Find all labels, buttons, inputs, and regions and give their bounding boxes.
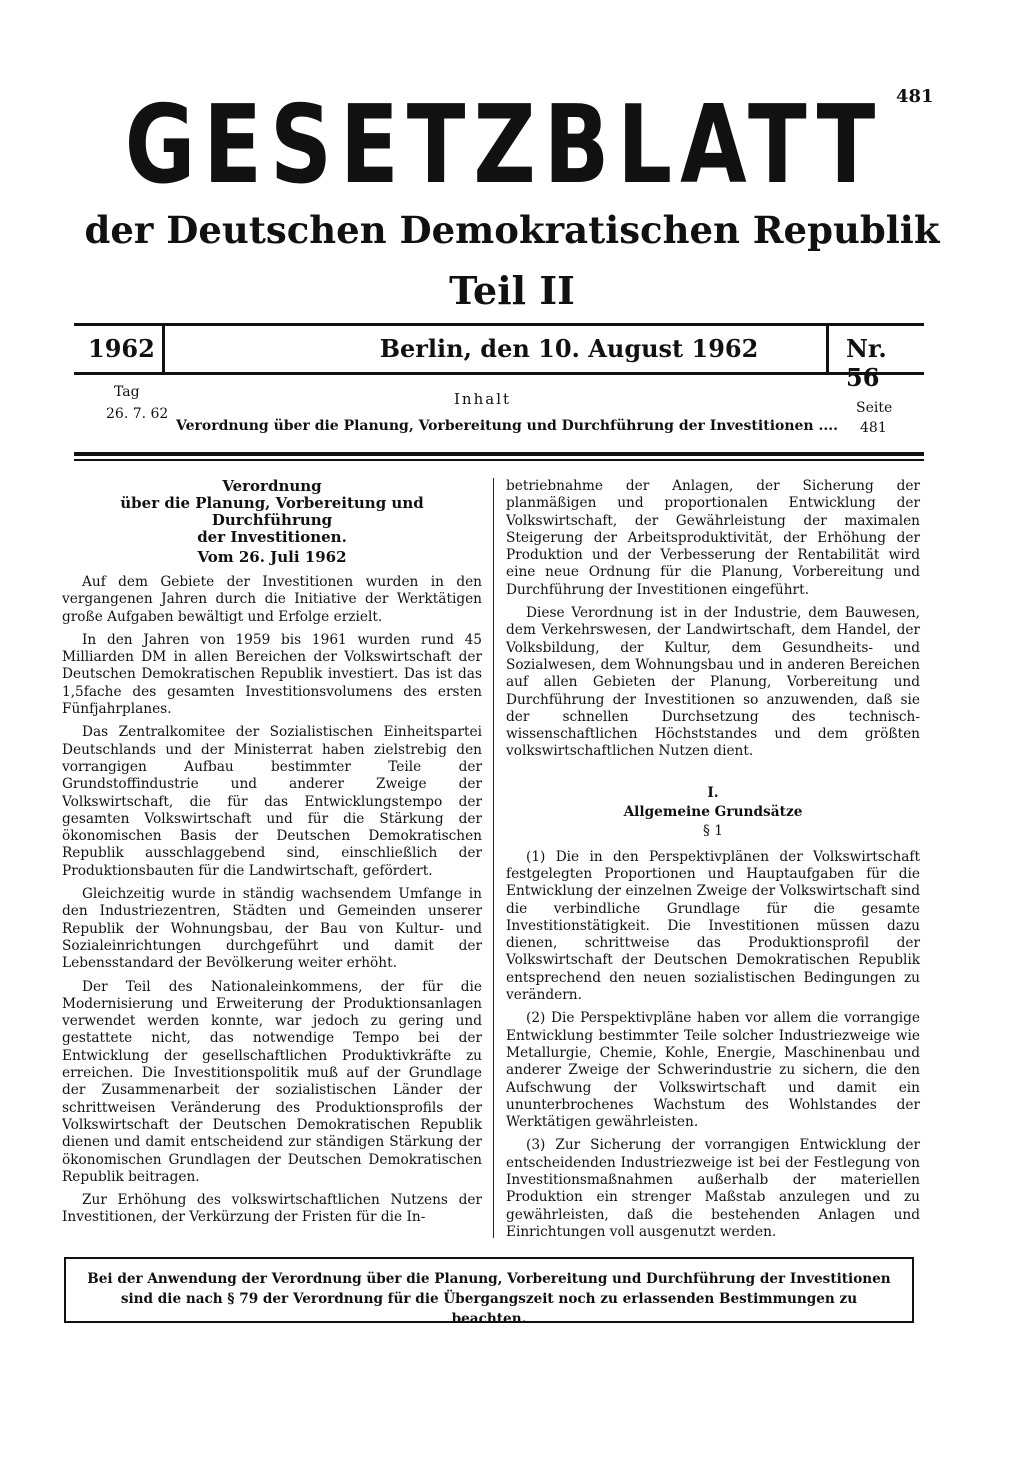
toc-page-value: 481 [860,420,887,436]
section-number: I. [707,784,719,801]
separator-rule-thin [74,459,924,461]
body-paragraph: Auf dem Gebiete der Investitionen wurden in den vergangenen Jahren durch die Initiative der Werktätigen große Aufgaben bewältigt und Erfolge erzielt. [62,574,482,625]
issue-bar-top-rule [74,323,924,326]
text-column-right [506,478,920,1247]
clause: (3) Zur Sicherung der vorrangigen Entwicklung der entscheidenden Industriezweige ist bei der Festlegung von Investitionsmaßnahmen außerhalb der materiellen Produktion ein strenger Maßstab anzulegen und zu gewährleisten, daß die bestehenden Anlagen und Einrichtungen voll ausgenutzt werden. [506,1137,920,1240]
paragraph-symbol: § 1 [703,823,723,840]
page-number: 481 [896,86,934,107]
separator-rule-thick [74,452,924,456]
ordinance-title-line2: über die Planung, Vorbereitung und Durchführung [120,494,424,529]
toc-entry: Verordnung über die Planung, Vorbereitung und Durchführung der Investitionen .... [176,418,838,434]
body-paragraph: Der Teil des Nationaleinkommens, der für die Modernisierung und Erweiterung der Produktionsanlagen verwendet werden konnte, war jedoch zu gering und gestattete nicht, das notwendige Tempo bei der Entwicklung der gesellschaftlichen Produktivkräfte zu erreichen. Die Investitionspolitik muß auf der Grundlage der Zusammenarbeit der sozialistischen Länder der schrittweisen Veränderung des Produktionsprofils der Volkswirtschaft der Deutschen Demokratischen Republik dienen und damit entscheidend zur ständigen Stärkung der ökonomischen Grundlagen der Deutschen Demokratischen Republik beitragen. [62,978,482,1185]
body-paragraph: Das Zentralkomitee der Sozialistischen Einheitspartei Deutschlands und der Ministerrat haben zielstrebig den vorrangigen Aufbau bestimmter Teile der Grundstoffindustrie und anderer Zweige der Volkswirtschaft, die für das Entwicklungstempo der gesamten Volkswirtschaft und für die Stärkung der ökonomischen Basis der Deutschen Demokratischen Republik ausschlaggebend sind, einschließlich der Produktionsbauten für die Landwirtschaft, gefördert. [62,724,482,879]
clause: (1) Die in den Perspektivplänen der Volkswirtschaft festgelegten Proportionen und Hauptaufgaben für die Entwicklung der einzelnen Zweige der Volkswirtschaft sind die verbindliche Grundlage für die gesamte Investitionstätigkeit. Die Investitionen müssen dazu dienen, schrittweise das Produktionsprofil der Volkswirtschaft der Deutschen Demokratischen Republik entsprechend den neuen sozialistischen Bedingungen zu verändern. [506,848,920,1004]
masthead-subtitle: der Deutschen Demokratischen Republik [84,208,940,252]
clause: (2) Die Perspektivpläne haben vor allem die vorrangige Entwicklung bestimmter Teile solcher Industriezweige wie Metallurgie, Chemie, Kohle, Energie, Maschinenbau und anderer Zweige der Schwerindustrie zu sichern, die den Aufschwung der Volkswirtschaft und damit ein ununterbrochenes Wachstum des Wohlstandes der Werktätigen gewährleisten. [506,1010,920,1131]
notice-box: Bei der Anwendung der Verordnung über die Planung, Vorbereitung und Durchführung der Investitionen sind die nach § 79 der Verordnung für die Übergangszeit noch zu erlassenden Bestimmungen zu beachten. [64,1257,914,1323]
ordinance-title-line1: Verordnung [222,477,322,495]
masthead-part: Teil II [449,268,575,313]
issue-bar-divider-left [162,323,165,375]
body-paragraph: In den Jahren von 1959 bis 1961 wurden rund 45 Milliarden DM in allen Bereichen der Volkswirtschaft der Deutschen Demokratischen Republik investiert. Das ist das 1,5fache des gesamten Investitionsvolumens des ersten Fünfjahrplanes. [62,631,482,718]
body-paragraph-continued: betriebnahme der Anlagen, der Sicherung der planmäßigen und proportionalen Entwicklung der Volkswirtschaft, der Gewährleistung der maximalen Steigerung der Arbeitsproduktivität, der Erhöhung der Produktion und der Verbesserung der Rentabilität wird eine neue Ordnung für die Planung, Vorbereitung und Durchführung der Investitionen eingeführt. [506,478,920,598]
issue-date: Berlin, den 10. August 1962 [379,334,759,363]
ordinance-title-line3: der Investitionen. [197,528,347,546]
issue-year: 1962 [88,334,155,363]
body-paragraph: Zur Erhöhung des volkswirtschaftlichen Nutzens der Investitionen, der Verkürzung der Fristen für die In- [62,1192,482,1226]
issue-number: Nr. 56 [846,334,887,392]
column-divider [493,478,494,1238]
toc-page-label: Seite [856,400,893,416]
toc-heading: Inhalt [454,390,512,408]
body-paragraph: Diese Verordnung ist in der Industrie, dem Bauwesen, dem Verkehrswesen, der Landwirtschaft, dem Handel, der Volksbildung, der Kultur, dem Gesundheits- und Sozialwesen, dem Wohnungsbau und in anderen Bereichen auf allen Gebieten der Planung, Vorbereitung und Durchführung der Investitionen so anzuwenden, daß sie der schnellen Durchsetzung des technisch-wissenschaftlichen Höchststandes und dem größten volkswirtschaftlichen Nutzen dient. [506,605,920,760]
masthead-title: GESETZBLATT [124,83,884,209]
toc-day-value: 26. 7. 62 [106,406,169,422]
body-paragraph: Gleichzeitig wurde in ständig wachsendem Umfange in den Industriezentren, Städten und Gemeinden unserer Republik der Wohnungsbau, der Bau von Kultur- und Sozialeinrichtungen durchgeführt und damit der Lebensstandard der Bevölkerung weiter erhöht. [62,886,482,972]
ordinance-date: Vom 26. Juli 1962 [197,548,347,566]
section-title: Allgemeine Grundsätze [623,804,803,821]
text-column-left [62,478,482,1233]
toc-day-label: Tag [114,384,140,400]
issue-bar-bottom-rule [74,372,924,375]
table-of-contents [74,384,924,444]
